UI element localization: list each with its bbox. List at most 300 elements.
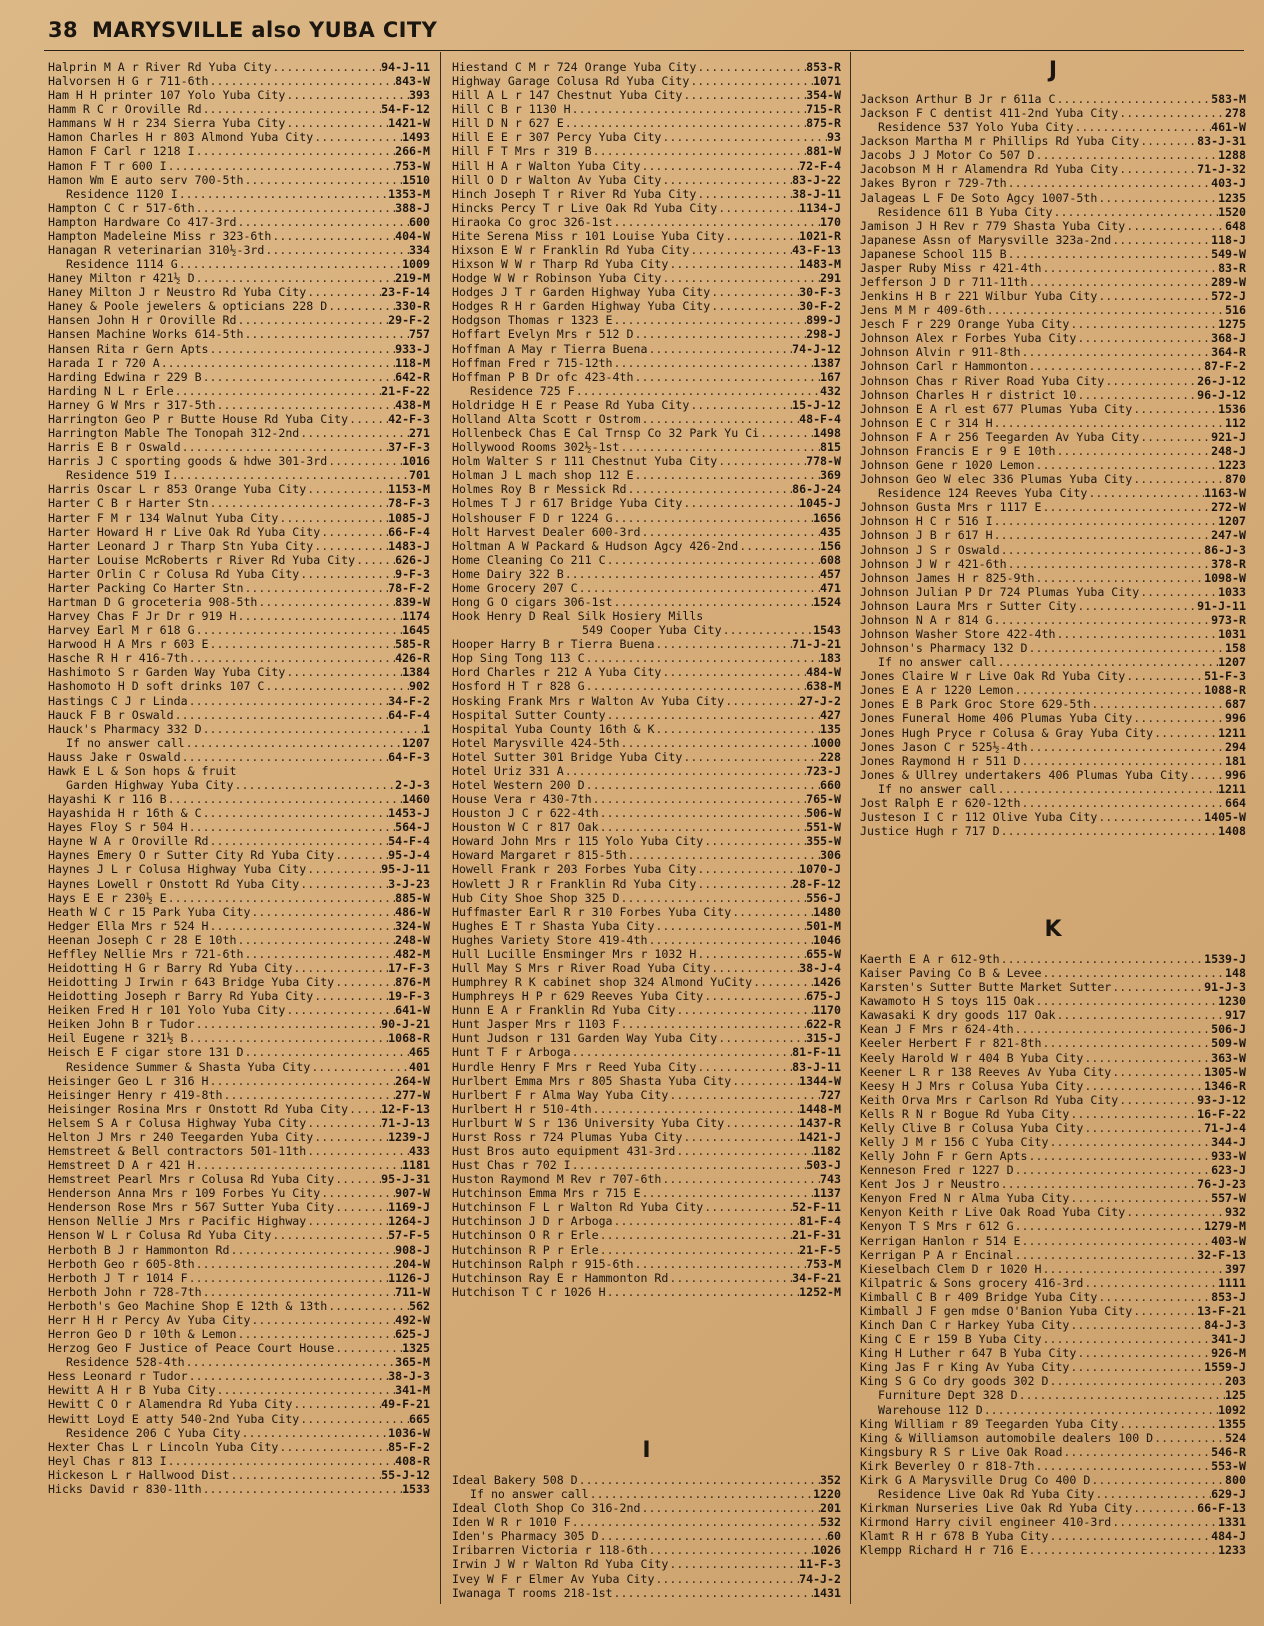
listing-phone: 29-F-2 xyxy=(388,313,430,328)
dot-leader xyxy=(1111,980,1204,994)
listing-name: Hill O D r Walton Av Yuba City xyxy=(452,172,662,187)
listing-phone: 60 xyxy=(827,1529,841,1544)
listing-name: Kent Jos J r Neustro xyxy=(860,1177,1000,1192)
listing-name: Hust Chas r 702 I xyxy=(452,1158,571,1173)
listing-phone: 71-J-13 xyxy=(381,1115,430,1130)
listing-name: Herboth J T r 1014 F xyxy=(48,1270,188,1285)
listing-name: Highway Garage Colusa Rd Yuba City xyxy=(452,74,690,89)
listing-name: Jefferson J D r 711-11th xyxy=(860,275,1028,290)
listing-name: King S G Co dry goods 302 D xyxy=(860,1374,1049,1389)
listing-phone: 1483-J xyxy=(388,538,430,553)
listing-phone: 21-F-31 xyxy=(792,1228,841,1243)
dot-leader xyxy=(993,528,1211,542)
listing-entry xyxy=(452,1501,841,1515)
dot-leader xyxy=(1069,317,1218,331)
listing-name: Hemstreet & Bell contractors 501-11th xyxy=(48,1144,307,1159)
dot-leader xyxy=(993,613,1211,627)
listing-entry xyxy=(860,1248,1246,1262)
listing-name: Hamon F T r 600 I xyxy=(48,158,167,173)
listing-phone: 23-F-14 xyxy=(381,285,430,300)
listing-name: Hotel Uriz 331 A xyxy=(452,763,564,778)
listing-phone: 1009 xyxy=(402,257,430,272)
dot-leader xyxy=(668,1557,799,1571)
listing-phone: 1437-R xyxy=(799,1115,841,1130)
listing-name: Harrington Mable The Tonopah 312-2nd xyxy=(48,426,300,441)
listing-entry xyxy=(452,398,841,412)
listing-name: Jalageas L F De Soto Agcy 1007-5th xyxy=(860,190,1098,205)
dot-leader xyxy=(661,665,806,679)
dot-leader xyxy=(171,468,409,482)
listing-entry xyxy=(860,599,1246,613)
listing-entry xyxy=(860,1473,1246,1487)
listing-entry xyxy=(48,187,430,201)
dot-leader xyxy=(1014,1163,1212,1177)
listing-phone: 1036-W xyxy=(388,1425,430,1440)
dot-leader xyxy=(1083,1121,1204,1135)
dot-leader xyxy=(236,609,402,623)
dot-leader xyxy=(1097,810,1204,824)
dot-leader xyxy=(1041,1262,1225,1276)
listing-entry xyxy=(48,271,430,285)
dot-leader xyxy=(202,102,382,116)
dot-leader xyxy=(1021,796,1226,810)
dot-leader xyxy=(202,1482,403,1496)
listing-name: Harris E B r Oswald xyxy=(48,440,181,455)
listing-entry xyxy=(48,933,430,947)
listing-phone: 546-R xyxy=(1211,1444,1246,1459)
dot-leader xyxy=(1087,486,1204,500)
listing-phone: 352 xyxy=(820,1473,841,1487)
listing-phone: 1207 xyxy=(1218,514,1246,529)
listing-name: Kaiser Paving Co B & Levee xyxy=(860,966,1042,981)
listing-entry xyxy=(860,796,1246,810)
dot-leader xyxy=(195,144,396,158)
listing-entry xyxy=(48,975,430,989)
listing-phone: 354-W xyxy=(806,88,841,103)
listing-phone: 1068-R xyxy=(388,1031,430,1046)
listing-name: Hamm R C r Oroville Rd xyxy=(48,102,202,117)
listing-name: King C E r 159 B Yuba City xyxy=(860,1332,1042,1347)
listing-name: If no answer call xyxy=(878,655,997,670)
listing-name: Jones E B Park Groc Store 629-5th xyxy=(860,697,1091,712)
dot-leader xyxy=(585,651,820,665)
dot-leader xyxy=(1055,444,1211,458)
listing-name: Harter F M r 134 Walnut Yuba City xyxy=(48,510,279,525)
listing-entry xyxy=(452,1130,841,1144)
listing-name: Hasche R H r 416-7th xyxy=(48,651,188,666)
listing-name: Herr H H r Percy Av Yuba City xyxy=(48,1312,251,1327)
listing-name: King & Williamson automobile dealers 100 D xyxy=(860,1430,1154,1445)
listing-entry xyxy=(860,1093,1246,1107)
listing-phone: 853-J xyxy=(1211,1289,1246,1304)
listing-entry xyxy=(48,1383,430,1397)
dot-leader xyxy=(285,116,388,130)
listing-name: Hixson E W r Franklin Rd Yuba City xyxy=(452,243,690,258)
listing-entry xyxy=(860,1431,1246,1445)
listing-entry xyxy=(860,782,1246,796)
listing-name: Kirk G A Marysville Drug Co 400 D xyxy=(860,1472,1091,1487)
listing-phone: 1021-R xyxy=(799,228,841,243)
listing-entry xyxy=(452,1017,841,1031)
dot-leader xyxy=(1132,711,1225,725)
dot-leader xyxy=(620,891,807,905)
listing-entry xyxy=(860,162,1246,176)
listing-name: Hoffart Evelyn Mrs r 512 D xyxy=(452,327,634,342)
dot-leader xyxy=(174,384,381,398)
dot-leader xyxy=(1069,1318,1204,1332)
listing-name: Kawasaki K dry goods 117 Oak xyxy=(860,1008,1056,1023)
listing-name: Heyl Chas r 813 I xyxy=(48,1453,167,1468)
listing-phone: 1046 xyxy=(813,932,841,947)
dot-leader xyxy=(348,1102,381,1116)
listing-phone: 27-J-2 xyxy=(799,693,841,708)
listing-phone: 181 xyxy=(1225,753,1246,768)
dot-leader xyxy=(1111,1065,1204,1079)
dot-leader xyxy=(592,144,806,158)
listing-name: Herron Geo D r 10th & Lemon xyxy=(48,1327,237,1342)
listing-entry xyxy=(48,1102,430,1116)
dot-leader xyxy=(668,1271,792,1285)
listing-entry xyxy=(452,820,841,834)
dot-leader xyxy=(334,848,388,862)
listing-phone: 907-W xyxy=(395,1186,430,1201)
listing-phone: 933-W xyxy=(1211,1149,1246,1164)
listing-phone: 743 xyxy=(820,1172,841,1187)
listing-phone: 556-J xyxy=(806,890,841,905)
dot-leader xyxy=(1118,1093,1197,1107)
listing-entry xyxy=(48,229,430,243)
listing-entry xyxy=(48,159,430,173)
listing-name: Japanese Assn of Marysville 323a-2nd xyxy=(860,232,1112,247)
listing-entry xyxy=(860,1079,1246,1093)
listing-name: Hampton Hardware Co 417-3rd xyxy=(48,214,237,229)
dot-leader xyxy=(202,370,396,384)
listing-phone: 778-W xyxy=(806,454,841,469)
listing-entry xyxy=(860,683,1246,697)
listing-name: Holm Walter S r 111 Chestnut Yuba City xyxy=(452,454,718,469)
listing-entry xyxy=(48,1271,430,1285)
dot-leader xyxy=(1090,697,1225,711)
listing-entry xyxy=(452,482,841,496)
listing-entry xyxy=(452,1257,841,1271)
listing-name: Hawk E L & Son hops & fruit xyxy=(48,763,237,778)
listing-name: Hospital Yuba County 16th & K xyxy=(452,721,655,736)
dot-leader xyxy=(229,1468,381,1482)
listing-name: Kenyon Fred N r Alma Yuba City xyxy=(860,1191,1070,1206)
listing-entry xyxy=(860,1346,1246,1360)
listing-entry xyxy=(48,694,430,708)
listing-entry xyxy=(48,313,430,327)
listing-name: Ham H H printer 107 Yolo Yuba City xyxy=(48,88,286,103)
listing-entry xyxy=(452,595,841,609)
dot-leader xyxy=(236,1327,395,1341)
listing-name: Kingsbury R S r Live Oak Road xyxy=(860,1444,1063,1459)
listing-name: Heisinger Henry r 419-8th xyxy=(48,1087,223,1102)
listing-name: Hansen Machine Works 614-5th xyxy=(48,327,244,342)
listing-name: Hill H A r Walton Yuba City xyxy=(452,158,641,173)
listing-entry xyxy=(860,275,1246,289)
listing-phone: 91-J-3 xyxy=(1204,980,1246,995)
listing-name: If no answer call xyxy=(470,1487,589,1502)
listing-entry xyxy=(452,342,841,356)
listing-phone: 426-R xyxy=(395,651,430,666)
listing-phone: 315-J xyxy=(806,1031,841,1046)
listing-name: Hartman D G groceteria 908-5th xyxy=(48,594,258,609)
listing-phone: 524 xyxy=(1225,1430,1246,1445)
listing-phone: 219-M xyxy=(395,271,430,286)
listing-phone: 247-W xyxy=(1211,528,1246,543)
listing-name: Harter Howard H r Live Oak Rd Yuba City xyxy=(48,524,321,539)
listing-name: Haynes J L r Colusa Highway Yuba City xyxy=(48,862,307,877)
listing-entry xyxy=(48,961,430,975)
listing-phone: 1239-J xyxy=(388,1129,430,1144)
dot-leader xyxy=(696,187,792,201)
listing-name: Jens M M r 409-6th xyxy=(860,303,986,318)
dot-leader xyxy=(724,1116,799,1130)
listing-name: Holman J L mach shop 112 E xyxy=(452,468,634,483)
dot-leader xyxy=(606,708,820,722)
listing-phone: 660 xyxy=(820,777,841,792)
dot-leader xyxy=(627,848,821,862)
dot-leader xyxy=(1035,571,1205,585)
listing-entry xyxy=(452,806,841,820)
dot-leader xyxy=(257,595,395,609)
dot-leader xyxy=(327,299,395,313)
listing-name: Hurlbert H r 510-4th xyxy=(452,1101,592,1116)
page-title: MARYSVILLE also YUBA CITY xyxy=(92,18,438,42)
dot-leader xyxy=(675,1003,813,1017)
listing-phone: 135 xyxy=(820,721,841,736)
listing-name: Kimball C B r 409 Bridge Yuba City xyxy=(860,1289,1098,1304)
listing-entry xyxy=(48,1158,430,1172)
listing-entry xyxy=(860,697,1246,711)
listing-phone: 1000 xyxy=(813,735,841,750)
listing-entry xyxy=(48,525,430,539)
dot-leader xyxy=(599,1243,800,1257)
listing-name: Hamon F Carl r 1218 I xyxy=(48,144,195,159)
listing-entry xyxy=(452,1186,841,1200)
dot-leader xyxy=(620,736,814,750)
dot-leader xyxy=(1000,824,1218,838)
listing-name: Hotel Marysville 424-5th xyxy=(452,735,620,750)
listing-name: Hashomoto H D soft drinks 107 C xyxy=(48,679,265,694)
listing-phone: 95-J-11 xyxy=(381,862,430,877)
listing-name: Hotel Sutter 301 Bridge Yuba City xyxy=(452,749,683,764)
listing-phone: 388-J xyxy=(395,200,430,215)
listing-phone: 341-M xyxy=(395,1383,430,1398)
listing-name: Helton J Mrs r 240 Teegarden Yuba City xyxy=(48,1129,314,1144)
listing-name: Johnson J B r 617 H xyxy=(860,528,993,543)
listing-phone: 38-J-3 xyxy=(388,1369,430,1384)
listing-phone: 21-F-22 xyxy=(381,383,430,398)
listing-name: House Vera r 430-7th xyxy=(452,792,592,807)
listing-entry xyxy=(48,1060,430,1074)
listing-entry xyxy=(452,215,841,229)
listing-name: Residence 611 B Yuba City xyxy=(878,204,1053,219)
listing-entry xyxy=(48,595,430,609)
dot-leader xyxy=(299,567,395,581)
listing-name: Hedger Ella Mrs r 524 H xyxy=(48,918,209,933)
listing-phone: 91-J-11 xyxy=(1197,598,1246,613)
dot-leader xyxy=(613,511,814,525)
dot-leader xyxy=(334,1172,381,1186)
listing-phone: 1431 xyxy=(813,1585,841,1600)
listing-name: Karsten's Sutter Butte Market Sutter xyxy=(860,980,1112,995)
dot-leader xyxy=(313,130,402,144)
listing-name: Hoffman A May r Tierra Buena xyxy=(452,341,648,356)
dot-leader xyxy=(241,1426,389,1440)
listing-name: Harding Edwina r 229 B xyxy=(48,369,202,384)
listing-entry xyxy=(48,1257,430,1271)
listing-entry xyxy=(860,1219,1246,1233)
dot-leader xyxy=(640,1501,820,1515)
listing-name: King William r 89 Teegarden Yuba City xyxy=(860,1416,1119,1431)
dot-leader xyxy=(661,130,827,144)
listing-phone: 839-W xyxy=(395,594,430,609)
dot-leader xyxy=(633,327,806,341)
listing-name: Kerrigan P A r Encinal xyxy=(860,1247,1014,1262)
listing-name: Hiestand C M r 724 Orange Yuba City xyxy=(452,60,697,74)
listing-entry xyxy=(452,1285,841,1299)
listing-name: Jackson Arthur B Jr r 611a C xyxy=(860,92,1056,106)
listing-entry xyxy=(48,285,430,299)
listing-name: Kirk Beverley O r 818-7th xyxy=(860,1458,1035,1473)
listing-name: Hosford H T r 828 G xyxy=(452,679,585,694)
listing-entry xyxy=(452,102,841,116)
listing-name: Houston W C r 817 Oak xyxy=(452,820,599,835)
listing-name: Garden Highway Yuba City xyxy=(66,777,234,792)
listing-entry xyxy=(452,144,841,158)
listing-phone: 629-J xyxy=(1211,1486,1246,1501)
listing-entry xyxy=(48,1144,430,1158)
dot-leader xyxy=(195,1017,382,1031)
listing-entry xyxy=(860,641,1246,655)
listing-entry xyxy=(452,637,841,651)
listing-entry xyxy=(452,877,841,891)
listing-phone: 1137 xyxy=(813,1186,841,1201)
listing-phone: 183 xyxy=(820,651,841,666)
listing-name: Johnson's Pharmacy 132 D xyxy=(860,641,1028,656)
dot-leader xyxy=(1076,1346,1211,1360)
listing-phone: 562 xyxy=(409,1298,430,1313)
listing-name: Henson Nellie J Mrs r Pacific Highway xyxy=(48,1214,307,1229)
listing-name: Hurlbert F r Alma Way Yuba City xyxy=(452,1087,669,1102)
listing-name: Hamon Wm E auto serv 700-5th xyxy=(48,172,244,187)
listing-name: Hoffman P B Dr ofc 423-4th xyxy=(452,369,634,384)
dot-leader xyxy=(738,539,820,553)
listing-phone: 870 xyxy=(1225,472,1246,487)
directory-column-2 xyxy=(452,60,841,1299)
listing-entry xyxy=(48,637,430,651)
dot-leader xyxy=(1000,1177,1198,1191)
dot-leader xyxy=(717,1031,806,1045)
listing-phone: 83-R xyxy=(1218,260,1246,275)
dot-leader xyxy=(334,1341,402,1355)
listing-entry xyxy=(48,877,430,891)
dot-leader xyxy=(682,88,806,102)
listing-phone: 9-F-3 xyxy=(395,566,430,581)
listing-entry xyxy=(452,1200,841,1214)
listing-name: Hurlburt W S r 136 University Yuba City xyxy=(452,1115,725,1130)
listing-entry xyxy=(48,581,430,595)
listing-entry xyxy=(452,1116,841,1130)
dot-leader xyxy=(585,778,820,792)
listing-name: If no answer call xyxy=(878,781,997,796)
dot-leader xyxy=(647,933,813,947)
listing-name: Kirmond Harry civil engineer 410-3rd xyxy=(860,1515,1112,1530)
dot-leader xyxy=(271,60,381,74)
listing-phone: 583-M xyxy=(1211,92,1246,106)
dot-leader xyxy=(1035,148,1219,162)
listing-entry xyxy=(48,511,430,525)
listing-entry xyxy=(48,342,430,356)
listing-entry xyxy=(452,750,841,764)
listing-name: Jones Claire W r Live Oak Rd Yuba City xyxy=(860,669,1126,684)
listing-phone: 76-J-23 xyxy=(1197,1177,1246,1192)
listing-entry xyxy=(860,1036,1246,1050)
dot-leader xyxy=(689,398,792,412)
listing-phone: 1275 xyxy=(1218,317,1246,332)
listing-name: Hooper Harry B r Tierra Buena xyxy=(452,637,655,652)
listing-entry xyxy=(452,356,841,370)
listing-name: Jacobson M H r Alamendra Rd Yuba City xyxy=(860,162,1119,177)
listing-name: Hop Sing Tong 113 C xyxy=(452,651,585,666)
dot-leader xyxy=(661,173,792,187)
dot-leader xyxy=(585,679,806,693)
listing-phone: 1163-W xyxy=(1204,486,1246,501)
dot-leader xyxy=(243,173,402,187)
listing-phone: 277-W xyxy=(395,1087,430,1102)
listing-phone: 364-R xyxy=(1211,345,1246,360)
listing-phone: 1559-J xyxy=(1204,1360,1246,1375)
listing-name: Harada I r 720 A xyxy=(48,355,160,370)
dot-leader xyxy=(306,1144,409,1158)
listing-phone: 917 xyxy=(1225,1008,1246,1023)
directory-column-1 xyxy=(48,60,430,1496)
listing-entry xyxy=(48,116,430,130)
listing-phone: 266-M xyxy=(395,144,430,159)
dot-leader xyxy=(285,665,402,679)
dot-leader xyxy=(1188,768,1225,782)
dot-leader xyxy=(710,299,799,313)
listing-name: Hurdle Henry F Mrs r Reed Yuba City xyxy=(452,1059,697,1074)
listing-entry xyxy=(860,754,1246,768)
listing-name: Hutchison T C r 1026 H xyxy=(452,1284,606,1299)
dot-leader xyxy=(1094,1487,1211,1501)
listing-name: Johnson Laura Mrs r Sutter City xyxy=(860,598,1077,613)
listing-entry xyxy=(452,1586,841,1600)
listing-phone: 585-R xyxy=(395,637,430,652)
dot-leader xyxy=(759,426,813,440)
dot-leader xyxy=(661,271,820,285)
listing-entry xyxy=(860,331,1246,345)
listing-name: Kaerth E A r 612-9th xyxy=(860,952,1000,966)
listing-phone: 753-W xyxy=(395,158,430,173)
listing-name: Kilpatric & Sons grocery 416-3rd xyxy=(860,1275,1084,1290)
listing-entry xyxy=(860,289,1246,303)
listing-entry xyxy=(860,669,1246,683)
dot-leader xyxy=(1035,458,1219,472)
dot-leader xyxy=(724,229,799,243)
listing-phone: 368-J xyxy=(1211,331,1246,346)
listing-entry xyxy=(48,215,430,229)
directory-column-2-section-i xyxy=(452,1473,841,1600)
listing-entry xyxy=(452,834,841,848)
dot-leader xyxy=(327,454,402,468)
dot-leader xyxy=(1125,1205,1225,1219)
dot-leader xyxy=(209,74,396,88)
listing-phone: 484-W xyxy=(806,665,841,680)
